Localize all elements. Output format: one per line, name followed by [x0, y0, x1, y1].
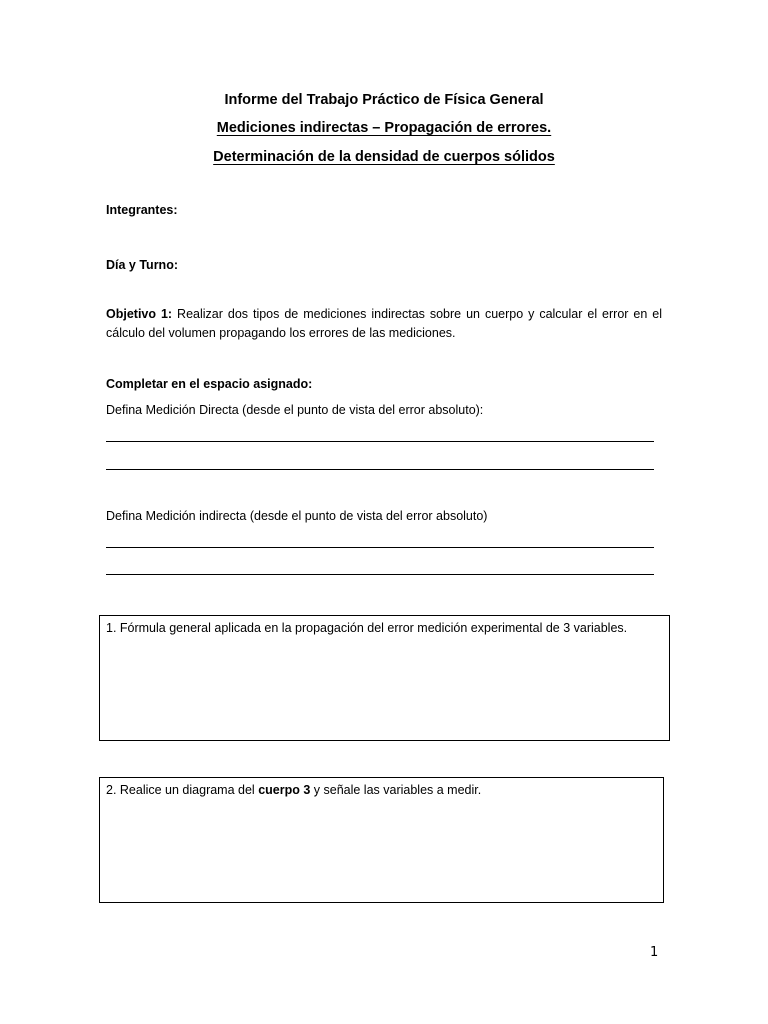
answer-line-directa-2[interactable] [106, 469, 654, 470]
diagram-question-suffix: y señale las variables a medir. [310, 783, 482, 797]
report-title-text: Informe del Trabajo Práctico de Física General [224, 92, 544, 108]
answer-line-indirecta-2[interactable] [106, 574, 654, 575]
diagram-question-bold: cuerpo 3 [258, 783, 311, 797]
objetivo-text: Realizar dos tipos de mediciones indirectas sobre un cuerpo y calcular el error en el cálculo del volumen propagando los errores de las mediciones. [106, 307, 662, 340]
answer-line-directa-1[interactable] [106, 441, 654, 442]
dia-turno-label: Día y Turno: [106, 258, 178, 272]
formula-answer-box[interactable] [99, 615, 670, 741]
report-title [0, 92, 768, 108]
formula-question: 1. Fórmula general aplicada en la propagación del error medición experimental de 3 variables. [106, 621, 628, 635]
question-medicion-directa: Defina Medición Directa (desde el punto de vista del error absoluto): [106, 403, 484, 417]
question-medicion-indirecta: Defina Medición indirecta (desde el punto de vista del error absoluto) [106, 509, 488, 523]
objetivo-label: Objetivo 1: [106, 307, 173, 321]
integrantes-label: Integrantes: [106, 203, 178, 217]
report-subtitle [0, 120, 768, 136]
report-subtitle-text: Mediciones indirectas – Propagación de errores. [216, 120, 552, 136]
page-number: 1 [650, 945, 659, 960]
completar-heading: Completar en el espacio asignado: [106, 377, 313, 391]
diagram-question-prefix: 2. Realice un diagrama del [106, 783, 259, 797]
report-topic [0, 149, 768, 165]
diagram-answer-box[interactable] [99, 777, 664, 903]
objetivo-paragraph [106, 305, 662, 343]
report-topic-text: Determinación de la densidad de cuerpos sólidos [213, 149, 555, 165]
answer-line-indirecta-1[interactable] [106, 547, 654, 548]
